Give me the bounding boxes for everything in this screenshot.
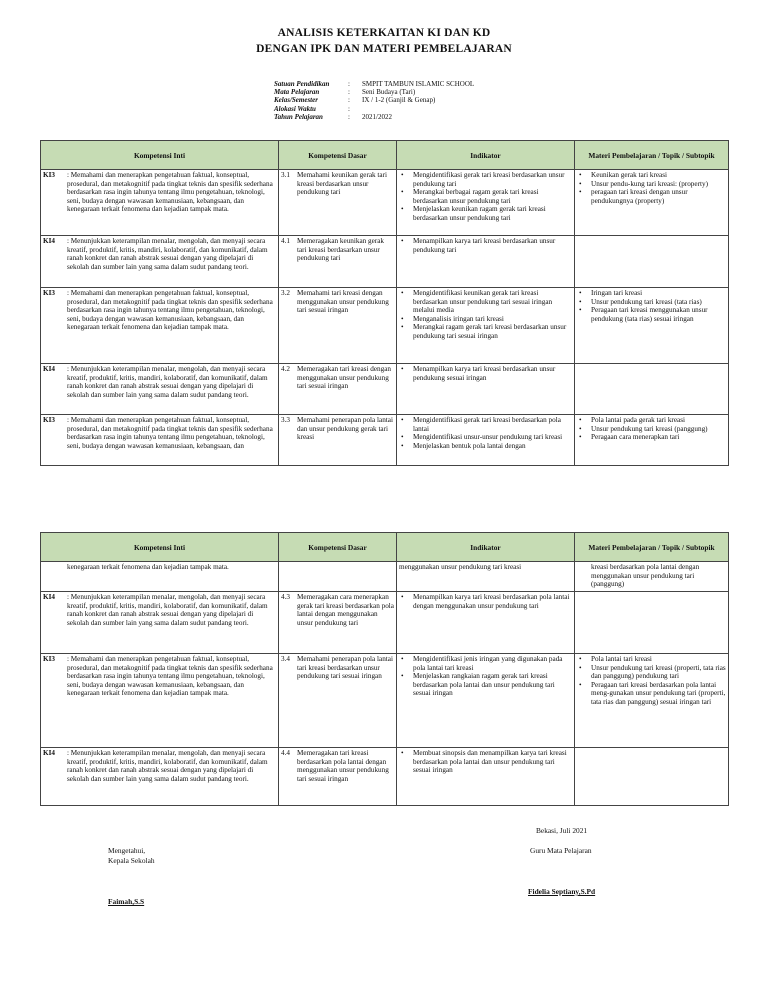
kd-block xyxy=(281,655,394,681)
materi-item: • Peragaan cara menerapkan tari xyxy=(577,433,726,442)
kd-number: 4.4 xyxy=(281,749,290,757)
indicator-list xyxy=(399,289,572,341)
materi-cell xyxy=(575,415,729,466)
materi-cell xyxy=(575,236,729,288)
indicator-list xyxy=(399,237,572,254)
kd-text: Memahami penerapan pola lantai tari kreasi berdasarkan unsur pendukung tari sesuai iringan xyxy=(297,655,393,681)
indikator-cell xyxy=(397,364,575,415)
indicator-list xyxy=(399,749,572,775)
document-title-line1: ANALISIS KETERKAITAN KI DAN KD xyxy=(277,27,491,39)
kompetensi-inti-cell xyxy=(41,654,279,748)
indikator-cell xyxy=(397,236,575,288)
ki-text: : Memahami dan menerapkan pengetahuan faktual, konseptual, prosedural, dan metakognitif pada tingkat teknis dan spesifik sederhana berdasarkan rasa ingin tahunya tentang ilmu pengetahuan, teknologi, seni, budaya dengan wawasan kemanusiaan, kebangsaan, dan kenegaraan terkait fenomena dan kejadian tampak mata. xyxy=(67,289,273,332)
indicator-item: • Mengidentifikasi keunikan gerak tari kreasi berdasarkan unsur pendukung tari sesuai iringan melalui media xyxy=(399,289,572,315)
table-row xyxy=(41,288,729,364)
indicator-list xyxy=(399,593,572,610)
materi-item: • Pola lantai pada gerak tari kreasi xyxy=(577,416,726,425)
identity-row xyxy=(274,113,474,121)
kd-block xyxy=(281,416,394,442)
table-row xyxy=(41,170,729,236)
kd-block xyxy=(281,237,394,263)
indikator-cell xyxy=(397,170,575,236)
identity-value: 2021/2022 xyxy=(362,112,392,121)
identity-separator: : xyxy=(348,88,350,97)
materi-cell xyxy=(575,562,729,592)
teacher-name: Fidelia Septiany,S.Pd xyxy=(528,887,596,896)
ki-code: KI3 xyxy=(43,416,55,424)
kd-text: Memahami keunikan gerak tari kreasi berdasarkan unsur pendukung tari xyxy=(297,171,388,197)
header-materi: Materi Pembelajaran / Topik / Subtopik xyxy=(575,141,729,170)
indicator-item: • Menjelaskan rangkaian ragam gerak tari kreasi berdasarkan pola lantai dan unsur pendukung tari sesuai iringan xyxy=(399,672,572,698)
principal-role: Kepala Sekolah xyxy=(108,856,155,865)
indicator-item: • Menganalisis iringan tari kreasi xyxy=(399,315,572,324)
identity-separator: : xyxy=(348,80,350,88)
materi-item: • peragaan tari kreasi dengan unsur pendukungnya (property) xyxy=(577,188,726,205)
indikator-cell xyxy=(397,592,575,654)
table-row xyxy=(41,654,729,748)
ki-block xyxy=(43,416,276,450)
kompetensi-inti-cell xyxy=(41,236,279,288)
analysis-table-page2 xyxy=(40,532,729,806)
kompetensi-dasar-cell xyxy=(279,748,397,806)
kd-number: 3.4 xyxy=(281,655,290,663)
kompetensi-dasar-cell xyxy=(279,288,397,364)
identity-label: Alokasi Waktu xyxy=(274,104,316,113)
kd-text: Memeragakan keunikan gerak tari kreasi berdasarkan unsur pendukung tari xyxy=(297,237,385,263)
ki-text: kenegaraan terkait fenomena dan kejadian tampak mata. xyxy=(67,563,229,571)
kompetensi-dasar-cell xyxy=(279,562,397,592)
indicator-list xyxy=(399,365,572,382)
materi-cell xyxy=(575,364,729,415)
ki-block xyxy=(43,563,276,572)
indicator-item: • Mengidentifikasi gerak tari kreasi berdasarkan pola lantai xyxy=(399,416,572,433)
ki-text: : Memahami dan menerapkan pengetahuan faktual, konseptual, prosedural, dan metakognitif pada tingkat teknis dan spesifik sederhana berdasarkan rasa ingin tahunya tentang ilmu pengetahuan, teknologi, seni, budaya dengan wawasan kemanusiaan, kebangsaan, dan kenegaraan terkait fenomena dan kejadian tampak mata. xyxy=(67,655,273,698)
ki-code: KI3 xyxy=(43,171,55,179)
indicator-item: • Menampilkan karya tari kreasi berdasarkan pola lantai dengan menggunakan unsur pendukung tari xyxy=(399,593,572,610)
materi-continuation: kreasi berdasarkan pola lantai dengan menggunakan unsur pendukung tari (panggung) xyxy=(591,563,700,589)
ki-block xyxy=(43,593,276,627)
kd-text: Memahami tari kreasi dengan menggunakan unsur pendukung tari sesuai iringan xyxy=(297,289,389,315)
materi-item: • Keunikan gerak tari kreasi xyxy=(577,171,726,180)
indicator-item: • Merangkai ragam gerak tari kreasi berdasarkan unsur pendukung tari sesuai iringan xyxy=(399,323,572,340)
identity-label: Mata Pelajaran xyxy=(274,88,320,97)
materi-item: • Pola lantai tari kreasi xyxy=(577,655,726,664)
indicator-item: • Mengidentifikasi gerak tari kreasi berdasarkan unsur pendukung tari xyxy=(399,171,572,188)
materi-item: • Iringan tari kreasi xyxy=(577,289,726,298)
ki-block xyxy=(43,365,276,399)
materi-item: • Unsur pendukung tari kreasi (properti, tata rias dan panggung) pendukung tari xyxy=(577,664,726,681)
header-kompetensi-inti: Kompetensi Inti xyxy=(41,533,279,562)
kd-block xyxy=(281,289,394,315)
materi-cell xyxy=(575,288,729,364)
indicator-item: • Mengidentifikasi jenis iringan yang digunakan pada pola lantai tari kreasi xyxy=(399,655,572,672)
ki-code: KI4 xyxy=(43,237,55,245)
ki-text: : Memahami dan menerapkan pengetahuan faktual, konseptual, prosedural, dan metakognitif pada tingkat teknis dan spesifik sederhana berdasarkan rasa ingin tahunya tentang ilmu pengetahuan, teknologi, seni, budaya dengan wawasan kemanusiaan, kebangsaan, dan kenegaraan terkait fenomena dan kejadian tampak mata. xyxy=(67,171,273,214)
ki-code: KI3 xyxy=(43,289,55,297)
identity-value: IX / 1-2 (Ganjil & Genap) xyxy=(362,96,436,105)
indikator-cell xyxy=(397,654,575,748)
header-materi: Materi Pembelajaran / Topik / Subtopik xyxy=(575,533,729,562)
ki-block xyxy=(43,655,276,698)
indicator-item: • Menampilkan karya tari kreasi berdasarkan unsur pendukung sesuai iringan xyxy=(399,365,572,382)
indicator-list xyxy=(399,416,572,450)
identity-block xyxy=(274,80,474,121)
header-kompetensi-inti: Kompetensi Inti xyxy=(41,141,279,170)
identity-value: SMPIT TAMBUN ISLAMIC SCHOOL xyxy=(362,80,475,88)
materi-item: • Unsur pendukung tari kreasi (panggung) xyxy=(577,425,726,434)
kompetensi-dasar-cell xyxy=(279,236,397,288)
kd-text: Memahami penerapan pola lantai dan unsur pendukung gerak tari kreasi xyxy=(297,416,393,442)
indicator-continuation: menggunakan unsur pendukung tari kreasi xyxy=(399,563,522,571)
ki-text: : Menunjukkan keterampilan menalar, mengolah, dan menyaji secara kreatif, produktif, kritis, mandiri, kolaboratif, dan komunikatif, dalam ranah konkret dan ranah abstrak sesuai dengan yang dipelajari di sekolah dan sumber lain yang sama dalam sudut pandang teori. xyxy=(67,749,268,783)
ki-block xyxy=(43,237,276,271)
kompetensi-inti-cell xyxy=(41,415,279,466)
ki-code: KI4 xyxy=(43,365,55,373)
identity-row xyxy=(274,88,474,96)
materi-item: • Peragaan tari kreasi menggunakan unsur pendukung (tata rias) sesuai iringan xyxy=(577,306,726,323)
kd-text: Memeragakan cara menerapkan gerak tari kreasi berdasarkan pola lantai dengan menggunakan unsur pendukung tari xyxy=(297,593,394,627)
materi-list xyxy=(577,655,726,707)
materi-item: • Unsur pendukung tari kreasi (tata rias) xyxy=(577,298,726,307)
materi-cell xyxy=(575,592,729,654)
identity-row xyxy=(274,80,474,88)
kd-block xyxy=(281,593,394,627)
materi-cell xyxy=(575,748,729,806)
indikator-cell xyxy=(397,415,575,466)
materi-list xyxy=(577,289,726,323)
materi-cell xyxy=(575,170,729,236)
principal-name: Faimah,S.S xyxy=(108,897,145,906)
indikator-cell xyxy=(397,562,575,592)
identity-value: Seni Budaya (Tari) xyxy=(362,88,416,97)
place-date: Bekasi, Juli 2021 xyxy=(536,826,588,835)
header-indikator: Indikator xyxy=(397,533,575,562)
materi-list xyxy=(577,416,726,442)
ki-text: : Menunjukkan keterampilan menalar, mengolah, dan menyaji secara kreatif, produktif, kritis, mandiri, kolaboratif, dan komunikatif, dalam ranah konkret dan ranah abstrak sesuai dengan yang dipelajari di sekolah dan sumber lain yang sama dalam sudut pandang teori. xyxy=(67,593,268,627)
table-row xyxy=(41,748,729,806)
indicator-item: • Menjelaskan bentuk pola lantai dengan xyxy=(399,442,572,451)
kompetensi-dasar-cell xyxy=(279,170,397,236)
ki-code xyxy=(43,563,67,572)
kompetensi-inti-cell xyxy=(41,562,279,592)
ki-text: : Menunjukkan keterampilan menalar, mengolah, dan menyaji secara kreatif, produktif, kritis, mandiri, kolaboratif, dan komunikatif, dalam ranah konkret dan ranah abstrak sesuai dengan yang dipelajari di sekolah dan sumber lain yang sama dalam sudut pandang teori. xyxy=(67,365,268,399)
header-kompetensi-dasar: Kompetensi Dasar xyxy=(279,533,397,562)
table-row xyxy=(41,592,729,654)
header-kompetensi-dasar: Kompetensi Dasar xyxy=(279,141,397,170)
kompetensi-inti-cell xyxy=(41,364,279,415)
identity-label: Satuan Pendidikan xyxy=(274,80,330,88)
kd-number: 3.2 xyxy=(281,289,290,297)
identity-label: Tahun Pelajaran xyxy=(274,112,323,121)
kd-block xyxy=(281,365,394,391)
materi-cell xyxy=(575,654,729,748)
ki-block xyxy=(43,289,276,332)
ki-block xyxy=(43,749,276,783)
table-row xyxy=(41,236,729,288)
kompetensi-inti-cell xyxy=(41,170,279,236)
kompetensi-dasar-cell xyxy=(279,364,397,415)
materi-list xyxy=(577,171,726,205)
table-row xyxy=(41,364,729,415)
identity-row xyxy=(274,96,474,104)
indikator-cell xyxy=(397,288,575,364)
kd-number: 4.2 xyxy=(281,365,290,373)
indicator-item: • Mengidentifikasi unsur-unsur pendukung tari kreasi xyxy=(399,433,572,442)
kompetensi-dasar-cell xyxy=(279,415,397,466)
kd-number: 4.3 xyxy=(281,593,290,601)
kompetensi-dasar-cell xyxy=(279,654,397,748)
ki-code: KI4 xyxy=(43,593,55,601)
kd-text: Memeragakan tari kreasi berdasarkan pola lantai dengan menggunakan unsur pendukung tari sesuai iringan xyxy=(297,749,389,783)
identity-separator: : xyxy=(348,104,350,113)
kd-number: 3.3 xyxy=(281,416,290,424)
kd-number: 3.1 xyxy=(281,171,290,179)
kompetensi-dasar-cell xyxy=(279,592,397,654)
ki-text: : Memahami dan menerapkan pengetahuan faktual, konseptual, prosedural, dan metakognitif pada tingkat teknis dan spesifik sederhana berdasarkan rasa ingin tahunya tentang ilmu pengetahuan, teknologi, seni, budaya dengan wawasan kemanusiaan, kebangsaan, dan xyxy=(67,416,273,450)
teacher-role: Guru Mata Pelajaran xyxy=(530,846,592,855)
kd-block xyxy=(281,749,394,783)
ki-code: KI3 xyxy=(43,655,55,663)
indicator-item: • Membuat sinopsis dan menampilkan karya tari kreasi berdasarkan pola lantai dan unsur pendukung tari sesuai iringan xyxy=(399,749,572,775)
ki-block xyxy=(43,171,276,214)
identity-separator: : xyxy=(348,112,350,121)
table-row xyxy=(41,562,729,592)
indikator-cell xyxy=(397,748,575,806)
header-indikator: Indikator xyxy=(397,141,575,170)
identity-label: Kelas/Semester xyxy=(274,96,318,105)
table-row xyxy=(41,415,729,466)
indicator-item: • Merangkai berbagai ragam gerak tari kreasi berdasarkan unsur pendukung tari xyxy=(399,188,572,205)
analysis-table-page1 xyxy=(40,140,729,466)
identity-row xyxy=(274,105,474,113)
kompetensi-inti-cell xyxy=(41,288,279,364)
indicator-item: • Menampilkan karya tari kreasi berdasarkan unsur pendukung tari xyxy=(399,237,572,254)
indicator-item: • Menjelaskan keunikan ragam gerak tari kreasi berdasarkan unsur pendukung tari xyxy=(399,205,572,222)
kompetensi-inti-cell xyxy=(41,748,279,806)
kd-block xyxy=(281,171,394,197)
materi-item: • Unsur pendu-kung tari kreasi: (property) xyxy=(577,180,726,189)
indicator-list xyxy=(399,171,572,223)
kompetensi-inti-cell xyxy=(41,592,279,654)
kd-text: Memeragakan tari kreasi dengan menggunakan unsur pendukung tari sesuai iringan xyxy=(297,365,391,391)
kd-number: 4.1 xyxy=(281,237,290,245)
approval-label: Mengetahui, xyxy=(108,846,146,855)
indicator-list xyxy=(399,655,572,698)
materi-item: • Peragaan tari kreasi berdasarkan pola lantai meng-gunakan unsur pendukung tari (properti, tata rias dan panggung) sesuai iringan tari xyxy=(577,681,726,707)
identity-separator: : xyxy=(348,96,350,105)
ki-code: KI4 xyxy=(43,749,55,757)
ki-text: : Menunjukkan keterampilan menalar, mengolah, dan menyaji secara kreatif, produktif, kritis, mandiri, kolaboratif, dan komunikatif, dalam ranah konkret dan ranah abstrak sesuai dengan yang dipelajari di sekolah dan sumber lain yang sama dalam sudut pandang teori. xyxy=(67,237,268,271)
document-title-line2: DENGAN IPK DAN MATERI PEMBELAJARAN xyxy=(256,43,512,55)
